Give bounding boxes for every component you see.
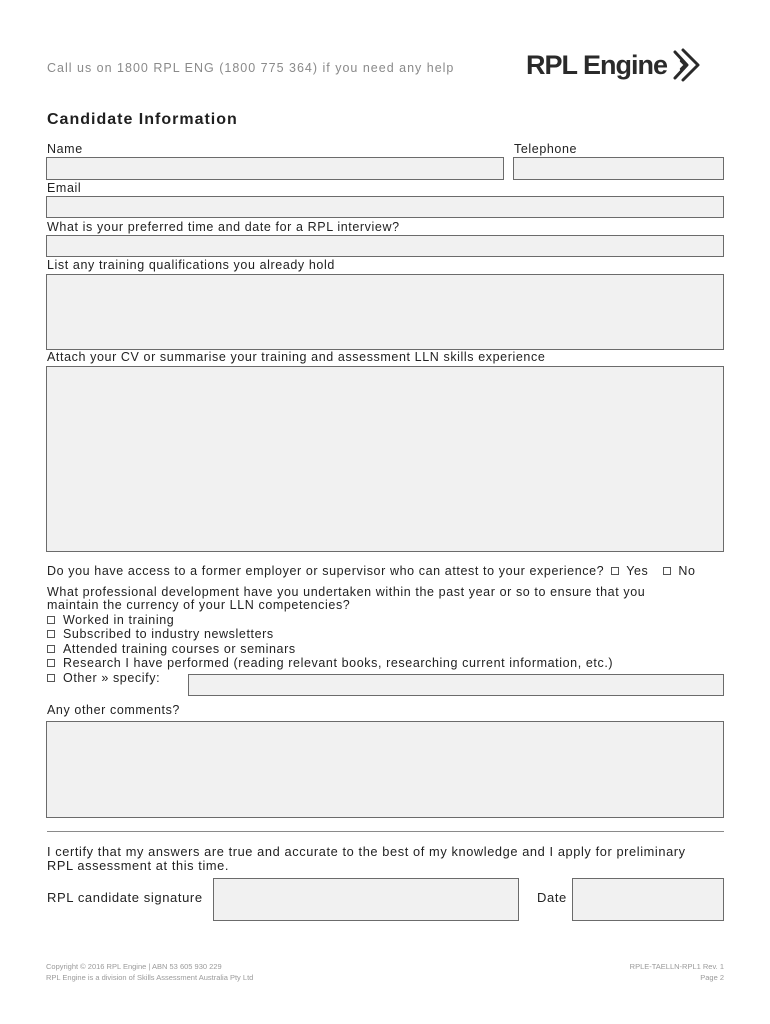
pd-option-other[interactable] <box>47 671 160 685</box>
help-text: Call us on 1800 RPL ENG (1800 775 364) if you need any help <box>47 61 455 75</box>
section-title: Candidate Information <box>47 111 238 128</box>
comments-field[interactable] <box>46 721 724 818</box>
email-label: Email <box>47 181 82 195</box>
divider <box>47 831 724 832</box>
pd-option-label: Research I have performed (reading relevant books, researching current information, etc.) <box>63 656 614 670</box>
pd-option-worked-in-training[interactable] <box>47 613 174 627</box>
certify-text <box>47 845 686 873</box>
yes-label: Yes <box>626 564 649 578</box>
certify-line1: I certify that my answers are true and accurate to the best of my knowledge and I apply for preliminary <box>47 844 686 859</box>
pd-option-checkbox[interactable] <box>47 645 55 653</box>
no-label: No <box>678 564 696 578</box>
footer-left <box>46 961 253 983</box>
footer-copyright: Copyright © 2016 RPL Engine | ABN 53 605 930 229 <box>46 962 222 971</box>
pd-option-label: Attended training courses or seminars <box>63 642 296 656</box>
qualifications-label: List any training qualifications you already hold <box>47 258 335 272</box>
pd-question-line2: maintain the currency of your LLN competencies? <box>47 598 351 612</box>
footer-page-number: Page 2 <box>700 973 724 982</box>
pd-option-newsletters[interactable] <box>47 627 274 641</box>
pd-option-label: Worked in training <box>63 613 175 627</box>
name-label: Name <box>47 142 83 156</box>
name-field[interactable] <box>46 157 504 180</box>
date-label: Date <box>537 890 567 905</box>
pd-option-checkbox[interactable] <box>47 616 55 624</box>
pd-option-label: Subscribed to industry newsletters <box>63 627 274 641</box>
date-field[interactable] <box>572 878 724 921</box>
telephone-label: Telephone <box>514 142 578 156</box>
former-employer-question: Do you have access to a former employer or supervisor who can attest to your experience? <box>47 564 605 578</box>
pd-option-research[interactable] <box>47 656 613 670</box>
rpl-engine-logo <box>526 44 705 86</box>
signature-field[interactable] <box>213 878 519 921</box>
pd-option-checkbox[interactable] <box>47 659 55 667</box>
comments-label: Any other comments? <box>47 703 180 717</box>
signature-label: RPL candidate signature <box>47 890 203 905</box>
footer-division: RPL Engine is a division of Skills Assessment Australia Pty Ltd <box>46 973 254 982</box>
pd-option-checkbox[interactable] <box>47 674 55 682</box>
cv-field[interactable] <box>46 366 724 552</box>
pd-question <box>47 586 645 612</box>
telephone-field[interactable] <box>513 157 724 180</box>
cv-label: Attach your CV or summarise your training and assessment LLN skills experience <box>47 350 546 364</box>
pd-option-courses[interactable] <box>47 642 296 656</box>
chevron-arrows-icon <box>669 46 705 84</box>
certify-line2: RPL assessment at this time. <box>47 858 230 873</box>
interview-field[interactable] <box>46 235 724 257</box>
interview-label: What is your preferred time and date for a RPL interview? <box>47 220 400 234</box>
pd-option-checkbox[interactable] <box>47 630 55 638</box>
pd-other-label: Other » specify: <box>63 671 161 685</box>
qualifications-field[interactable] <box>46 274 724 350</box>
other-specify-field[interactable] <box>188 674 724 696</box>
email-field[interactable] <box>46 196 724 218</box>
footer-doc-code: RPLE-TAELLN-RPL1 Rev. 1 <box>629 962 724 971</box>
no-checkbox[interactable] <box>663 567 671 575</box>
former-employer-row <box>47 564 696 578</box>
pd-question-line1: What professional development have you undertaken within the past year or so to ensure that you <box>47 585 646 599</box>
yes-checkbox[interactable] <box>611 567 619 575</box>
logo-text: RPL Engine <box>526 49 668 80</box>
footer-right <box>630 961 724 983</box>
